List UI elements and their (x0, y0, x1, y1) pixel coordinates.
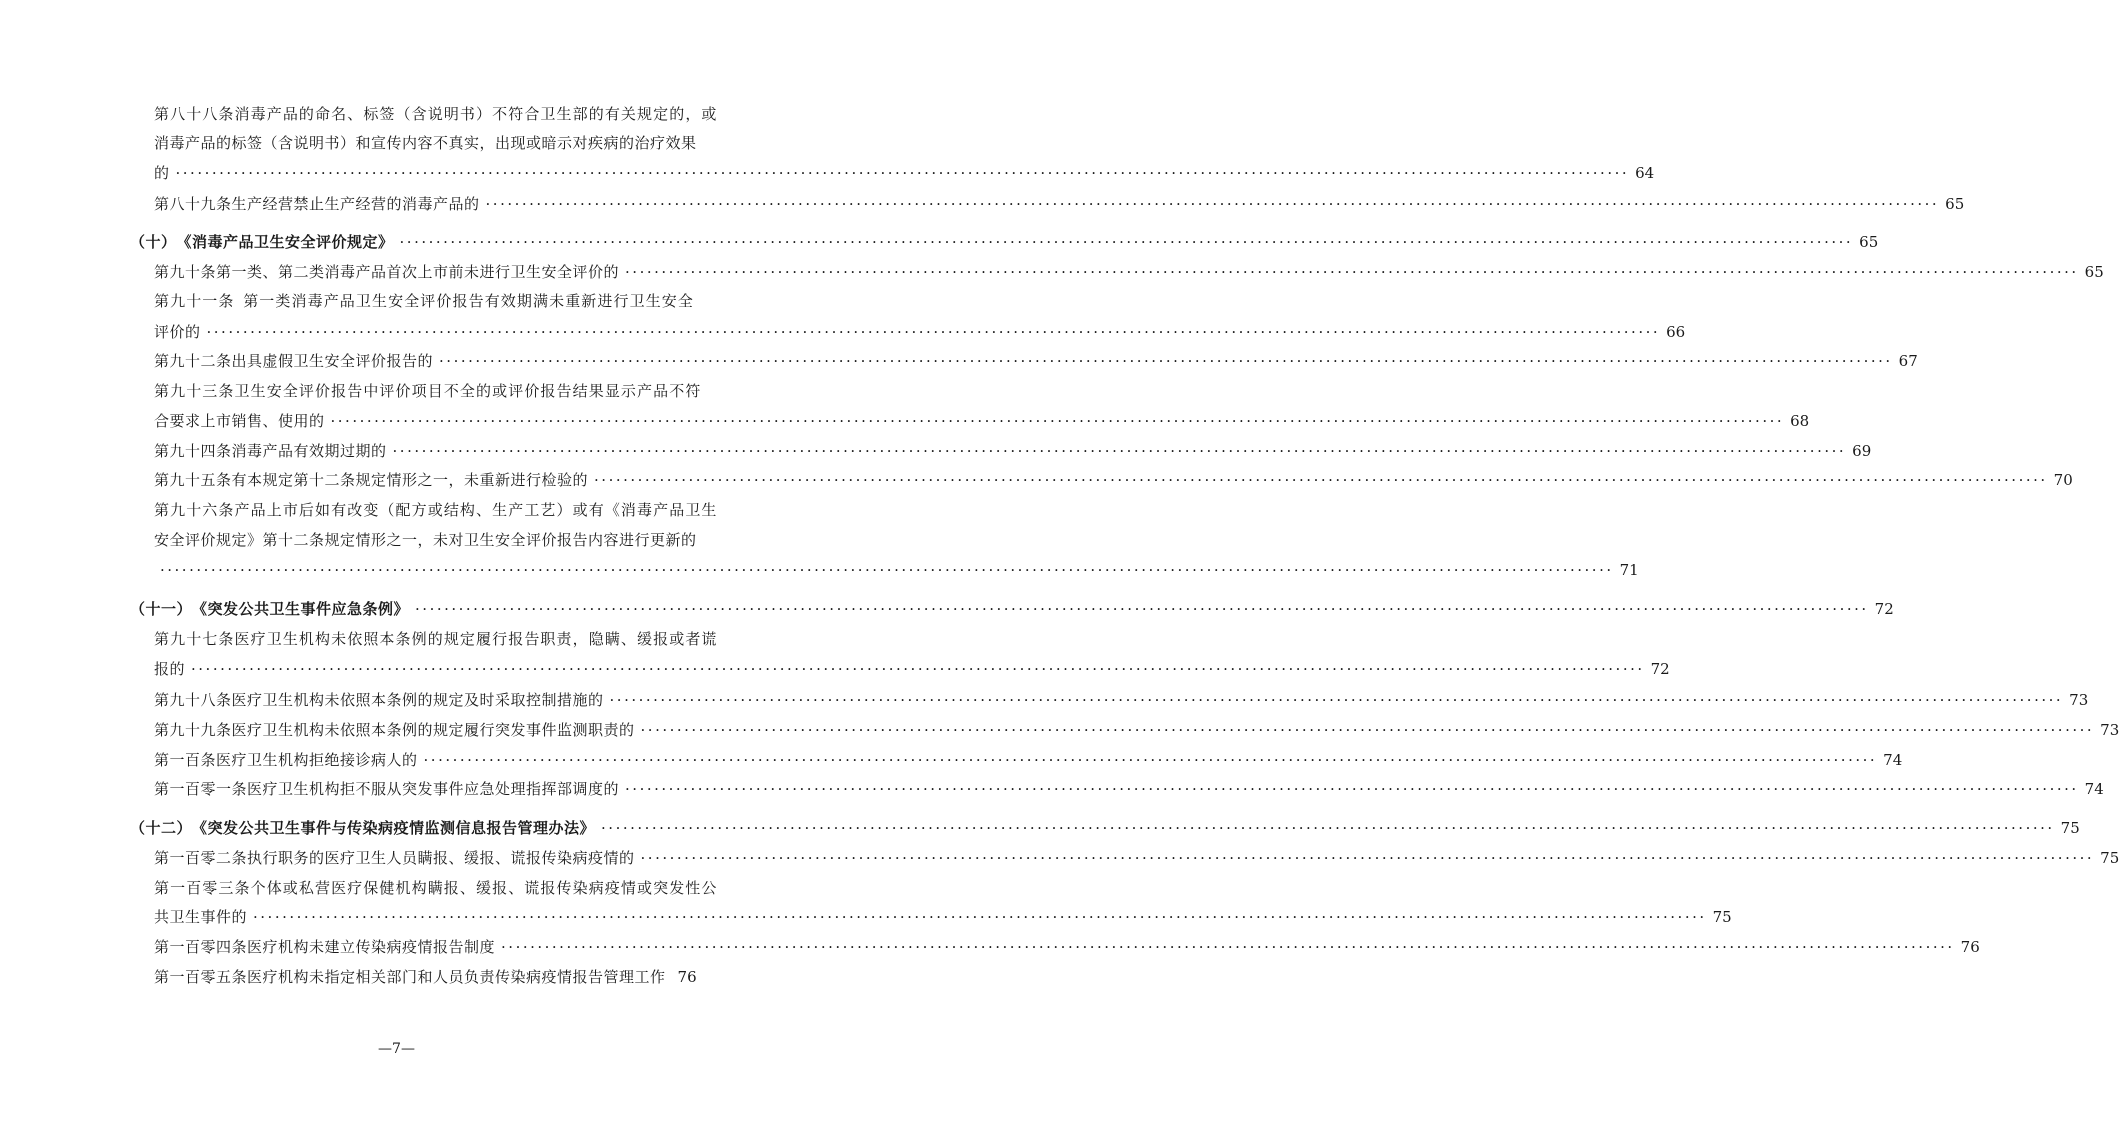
toc-entry (154, 716, 2119, 744)
entry-text: 的 (154, 164, 170, 182)
article-number: 第一百零三条 (154, 879, 251, 897)
dot-leader: ········································································································································································································ (415, 600, 1869, 618)
dot-leader: ········································································································································································································ (175, 164, 1630, 182)
page-ref: 67 (1898, 352, 1918, 370)
toc-section-heading (130, 595, 1894, 623)
article-title: 医疗机构未指定相关部门和人员负责传染病疫情报告管理工作 (247, 968, 666, 986)
page-ref: 70 (2053, 471, 2073, 489)
article-title: 第一类、第二类消毒产品首次上市前未进行卫生安全评价的 (216, 263, 620, 281)
article-title: 医疗卫生机构未依照本条例的规定履行报告职责，隐瞒、缓报或者谎 (234, 630, 718, 648)
toc-entry (154, 496, 718, 524)
article-number: 第九十九条 (154, 721, 232, 739)
toc-section-heading (130, 228, 1879, 256)
entry-text: 合要求上市销售、使用的 (154, 412, 325, 430)
dot-leader: ········································································································································································································ (501, 938, 1955, 956)
page-ref: 74 (1883, 751, 1903, 769)
entry-text: 共卫生事件的 (154, 908, 248, 926)
page-ref: 65 (1859, 233, 1879, 251)
toc-entry (154, 190, 1965, 218)
article-title: 第一类消毒产品卫生安全评价报告有效期满未重新进行卫生安全 (243, 292, 694, 310)
dot-leader: ········································································································································································································ (191, 660, 1645, 678)
toc-entry-continuation (154, 407, 1810, 435)
article-title: 消毒产品的命名、标签（含说明书）不符合卫生部的有关规定的，或 (234, 105, 718, 123)
article-number: 第九十八条 (154, 691, 232, 709)
dot-leader: ········································································································································································································ (206, 323, 1661, 341)
article-title: 医疗卫生机构拒不服从突发事件应急处理指挥部调度的 (247, 780, 620, 798)
dot-leader: ········································································································································································································ (640, 849, 2095, 867)
entry-text: 消毒产品的标签（含说明书）和宣传内容不真实，出现或暗示对疾病的治疗效果 (154, 134, 697, 152)
article-title: 有本规定第十二条规定情形之一，未重新进行检验的 (231, 471, 589, 489)
toc-entry (154, 100, 718, 128)
article-title: 出具虚假卫生安全评价报告的 (231, 352, 434, 370)
article-title: 个体或私营医疗保健机构瞒报、缓报、谎报传染病疫情或突发性公 (250, 879, 718, 897)
page-ref: 73 (2100, 721, 2119, 739)
toc-entry-continuation (154, 556, 1639, 584)
toc-entry-continuation (154, 318, 1686, 346)
page-ref: 74 (2084, 780, 2104, 798)
toc-entry (154, 686, 2089, 714)
dot-leader: ········································································································································································································ (253, 908, 1707, 926)
page-ref: 75 (1712, 908, 1732, 926)
toc-entry (154, 746, 1903, 774)
page-ref: 64 (1635, 164, 1655, 182)
page-ref: 73 (2069, 691, 2089, 709)
article-number: 第九十四条 (154, 442, 232, 460)
article-number: 第九十条 (154, 263, 217, 281)
toc-entry (154, 466, 2073, 494)
toc-entry (154, 874, 718, 902)
toc-entry-continuation (154, 159, 1655, 187)
page-ref: 75 (2100, 849, 2119, 867)
section-number: （十二） (130, 819, 193, 837)
dot-leader: ········································································································································································································ (160, 561, 1614, 579)
article-title: 医疗机构未建立传染病疫情报告制度 (247, 938, 496, 956)
article-title: 产品上市后如有改变（配方或结构、生产工艺）或有《消毒产品卫生 (234, 501, 718, 519)
dot-leader: ········································································································································································································ (609, 691, 2064, 709)
dot-leader: ········································································································································································································ (330, 412, 1785, 430)
dot-leader: ········································································································································································································ (399, 233, 1854, 251)
dot-leader: ········································································································································································································ (439, 352, 1893, 370)
dot-leader: ········································································································································································································ (423, 751, 1878, 769)
article-number: 第九十一条 (154, 292, 235, 310)
dot-leader: ········································································································································································································ (625, 263, 2079, 281)
page-ref: 65 (2084, 263, 2104, 281)
toc-entry-continuation (154, 903, 1732, 931)
dot-leader: ········································································································································································································ (625, 780, 2079, 798)
toc-entry (154, 933, 1980, 961)
entry-text: 报的 (154, 660, 186, 678)
article-number: 第一百零一条 (154, 780, 248, 798)
page-ref: 75 (2060, 819, 2080, 837)
article-number: 第九十二条 (154, 352, 232, 370)
toc-entry (154, 625, 718, 653)
article-number: 第九十三条 (154, 382, 235, 400)
article-title: 医疗卫生机构未依照本条例的规定履行突发事件监测职责的 (231, 721, 635, 739)
dot-leader: ········································································································································································································ (594, 471, 2048, 489)
toc-entry (154, 347, 1918, 375)
toc-entry (154, 287, 694, 315)
section-number: （十一） (130, 600, 193, 618)
page-ref: 76 (1960, 938, 1980, 956)
entry-text: 评价的 (154, 323, 201, 341)
section-title: 《突发公共卫生事件与传染病疫情监测信息报告管理办法》 (192, 819, 596, 837)
article-number: 第九十五条 (154, 471, 232, 489)
page-ref: 76 (677, 968, 697, 986)
section-number: （十） (130, 233, 177, 251)
toc-entry (154, 258, 2104, 286)
toc-entry (154, 775, 2104, 803)
article-number: 第一百零四条 (154, 938, 248, 956)
toc-section-heading (130, 814, 2080, 842)
dot-leader: ········································································································································································································ (640, 721, 2095, 739)
article-number: 第八十九条 (154, 195, 232, 213)
article-title: 医疗卫生机构未依照本条例的规定及时采取控制措施的 (231, 691, 604, 709)
toc-entry-continuation (154, 129, 697, 157)
page-ref: 72 (1874, 600, 1894, 618)
dot-leader: ········································································································································································································ (485, 195, 1940, 213)
article-title: 生产经营禁止生产经营的消毒产品的 (231, 195, 480, 213)
dot-leader: ········································································································································································································ (601, 819, 2055, 837)
dot-leader: ········································································································································································································ (392, 442, 1847, 460)
article-number: 第一百条 (154, 751, 217, 769)
article-title: 执行职务的医疗卫生人员瞒报、缓报、谎报传染病疫情的 (247, 849, 635, 867)
article-number: 第一百零五条 (154, 968, 248, 986)
article-number: 第八十八条 (154, 105, 235, 123)
entry-text: 安全评价规定》第十二条规定情形之一，未对卫生安全评价报告内容进行更新的 (154, 531, 697, 549)
page-ref: 65 (1945, 195, 1965, 213)
article-title: 医疗卫生机构拒绝接诊病人的 (216, 751, 418, 769)
page-ref: 68 (1790, 412, 1810, 430)
page-ref: 66 (1666, 323, 1686, 341)
article-number: 第九十六条 (154, 501, 235, 519)
page-ref: 69 (1852, 442, 1872, 460)
section-title: 《消毒产品卫生安全评价规定》 (176, 233, 394, 251)
article-title: 卫生安全评价报告中评价项目不全的或评价报告结果显示产品不符 (234, 382, 702, 400)
article-title: 消毒产品有效期过期的 (231, 442, 387, 460)
toc-entry (154, 844, 2119, 872)
section-title: 《突发公共卫生事件应急条例》 (192, 600, 410, 618)
article-number: 第九十七条 (154, 630, 235, 648)
article-number: 第一百零二条 (154, 849, 248, 867)
toc-entry-continuation (154, 655, 1670, 683)
page-ref: 72 (1650, 660, 1670, 678)
toc-entry (154, 377, 702, 405)
page-ref: 71 (1619, 561, 1639, 579)
toc-entry-continuation (154, 526, 697, 554)
toc-entry (154, 963, 697, 991)
page-number: —7— (378, 1041, 415, 1057)
toc-entry (154, 437, 1872, 465)
